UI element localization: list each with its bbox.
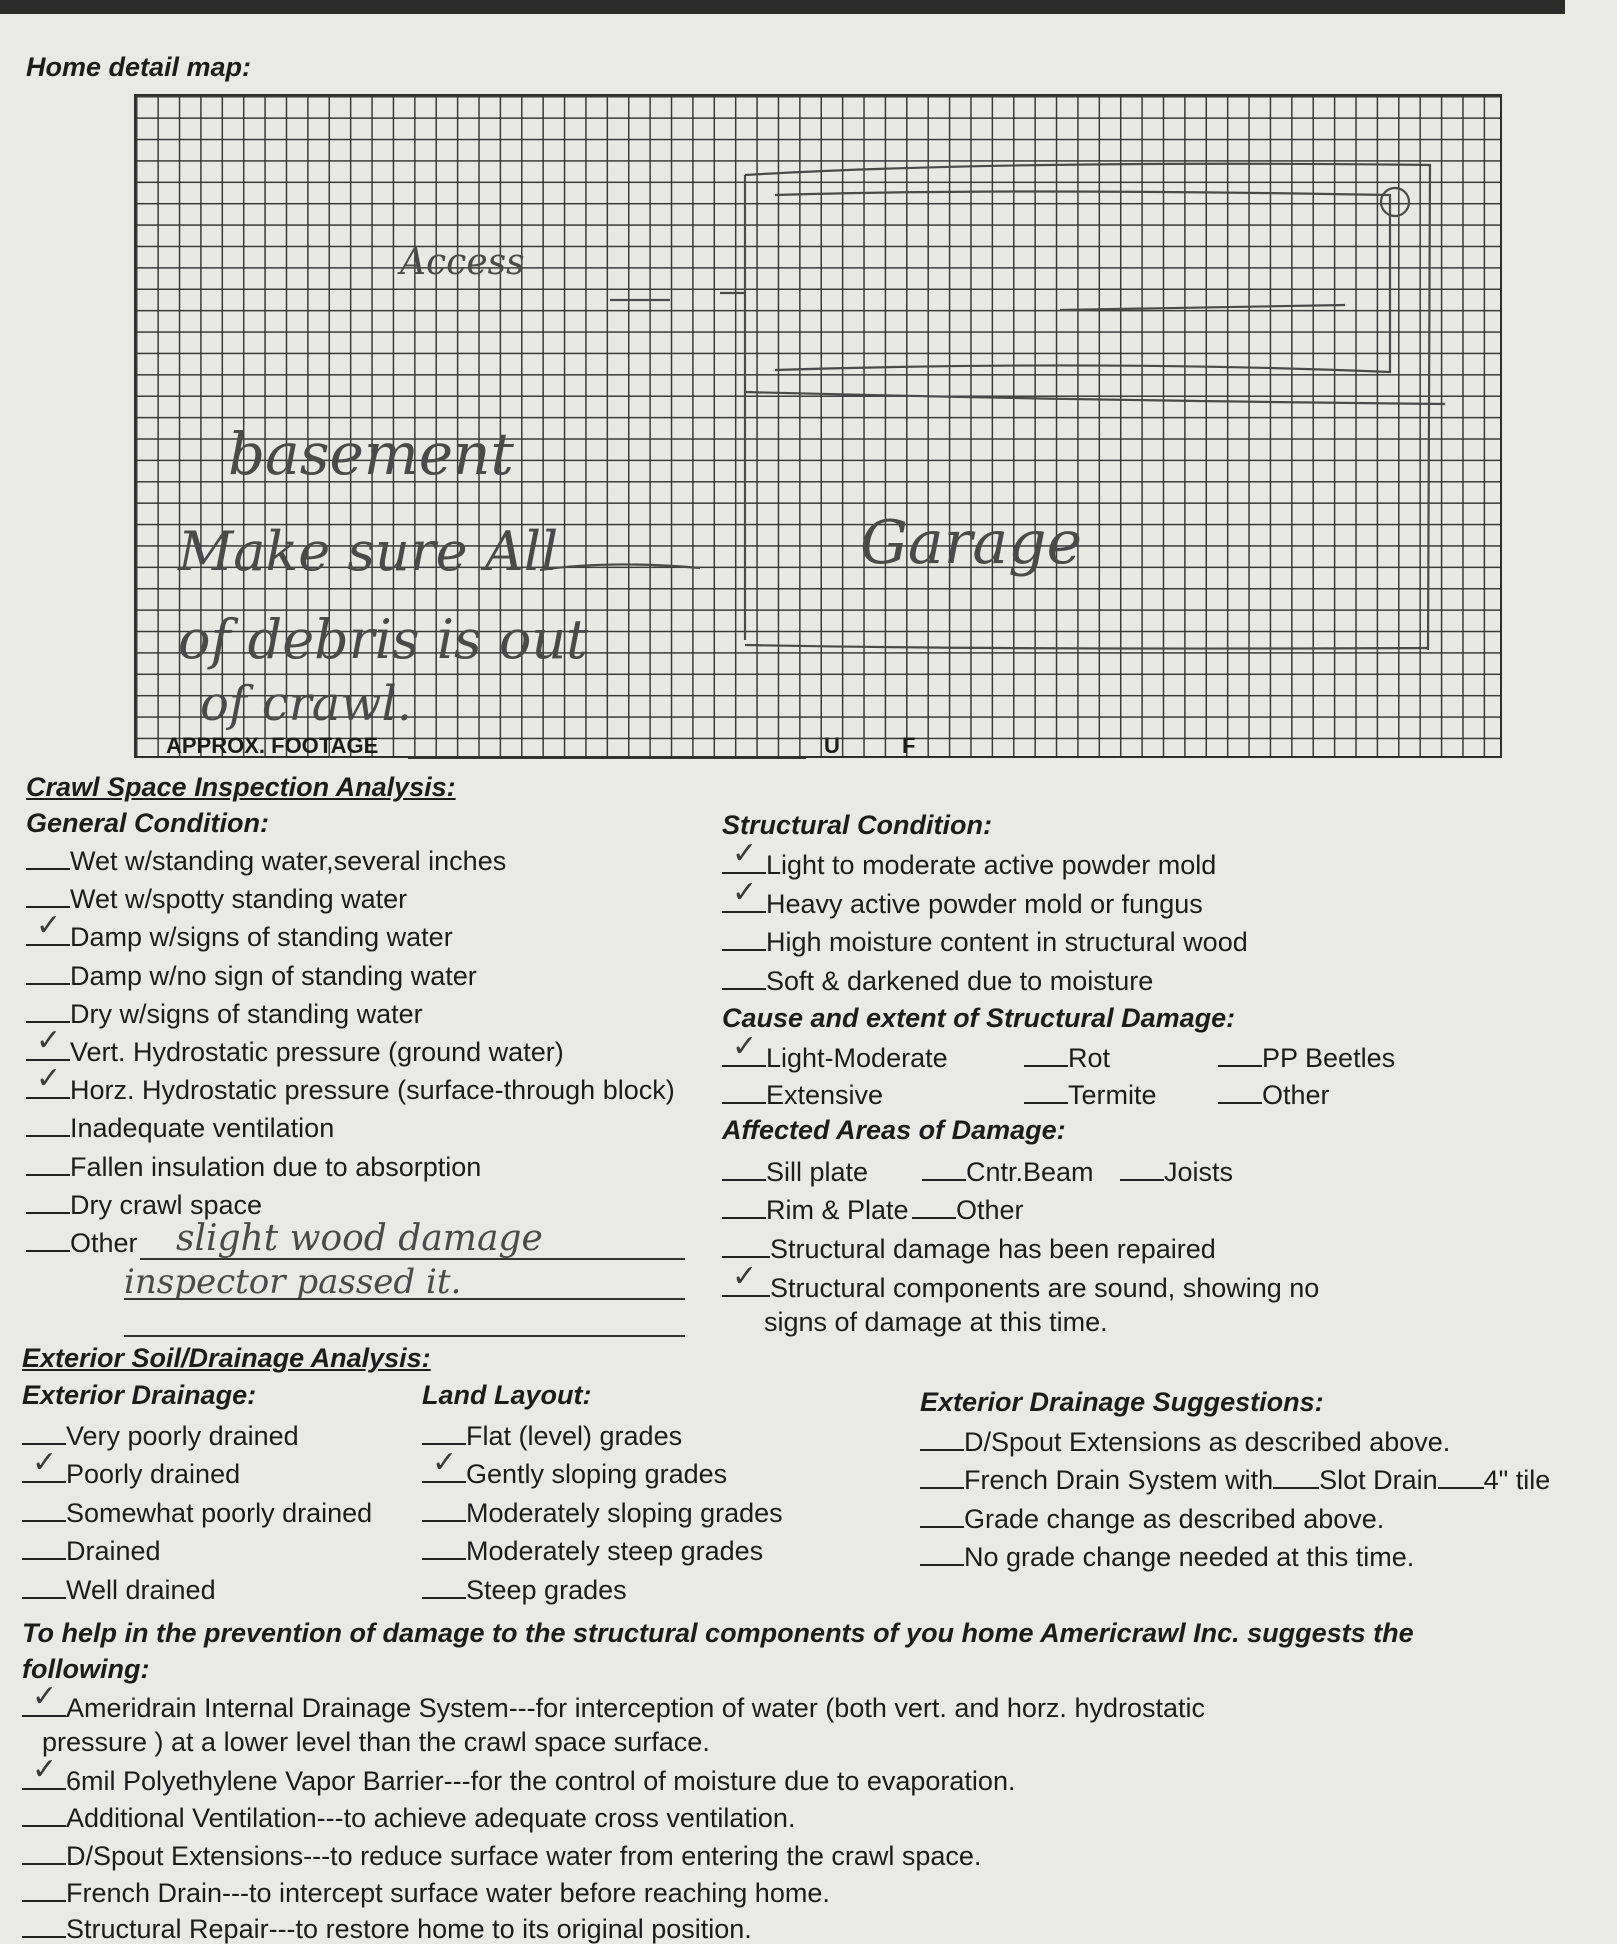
general-item-checkbox[interactable] — [26, 922, 70, 946]
general-item-label: Fallen insulation due to absorption — [70, 1151, 482, 1182]
drainage-suggestions-title: Exterior Drainage Suggestions: — [920, 1387, 1324, 1417]
repaired-checkbox[interactable] — [722, 1234, 770, 1258]
general-item-checkbox[interactable] — [26, 1152, 70, 1176]
prevention-row-5 — [22, 1878, 830, 1907]
prevention-5-checkbox[interactable] — [22, 1878, 66, 1902]
prevention-2-checkbox[interactable] — [22, 1766, 66, 1790]
general-item-label: Dry w/signs of standing water — [70, 998, 423, 1029]
general-item-checkbox[interactable] — [26, 1113, 70, 1137]
structural-item-label: Soft & darkened due to moisture — [766, 965, 1154, 996]
prevention-2-label: 6mil Polyethylene Vapor Barrier---for the control of moisture due to evaporation. — [66, 1766, 1016, 1796]
cause-item-checkbox[interactable] — [1218, 1043, 1262, 1067]
drainage-item-row — [22, 1575, 216, 1604]
general-item-checkbox[interactable] — [26, 961, 70, 985]
footage-f: F — [902, 733, 916, 758]
prevention-3-label: Additional Ventilation---to achieve adequate cross ventilation. — [66, 1803, 796, 1833]
crawl-analysis-title: Crawl Space Inspection Analysis: — [26, 772, 456, 802]
general-item-label: Damp w/signs of standing water — [70, 922, 453, 953]
structural-item-row — [722, 927, 1248, 956]
prevention-row-1 — [22, 1693, 1205, 1722]
sound-checkbox[interactable] — [722, 1273, 770, 1297]
affected-item-label: Cntr.Beam — [966, 1157, 1094, 1187]
other-line-2[interactable] — [124, 1298, 685, 1300]
prevention-row-2 — [22, 1766, 1015, 1795]
affected-item-checkbox[interactable] — [722, 1195, 766, 1219]
land-item-label: Flat (level) grades — [466, 1421, 683, 1451]
affected-item-row — [722, 1157, 868, 1186]
cause-item-label: Rot — [1068, 1043, 1111, 1073]
prevention-title-1: To help in the prevention of damage to the structural components of you home Americrawl Inc. suggests the — [22, 1618, 1414, 1648]
suggest-row-2 — [920, 1465, 1550, 1494]
affected-item-label: Sill plate — [766, 1157, 869, 1187]
cause-item-label: Termite — [1068, 1080, 1157, 1110]
other-line-3[interactable] — [124, 1335, 685, 1337]
land-item-checkbox[interactable] — [422, 1536, 466, 1560]
cause-item-checkbox[interactable] — [1024, 1043, 1068, 1067]
land-item-row — [422, 1498, 783, 1527]
affected-item-checkbox[interactable] — [922, 1157, 966, 1181]
general-item-checkbox[interactable] — [26, 1037, 70, 1061]
structural-item-row — [722, 850, 1216, 879]
prevention-row-4 — [22, 1841, 981, 1870]
cause-title: Cause and extent of Structural Damage: — [722, 1003, 1236, 1033]
prevention-6-checkbox[interactable] — [22, 1914, 66, 1938]
affected-item-checkbox[interactable] — [1120, 1157, 1164, 1181]
drainage-item-row — [22, 1459, 240, 1488]
approx-footage-label: APPROX. FOOTAGE — [166, 733, 379, 758]
general-item-row — [26, 1075, 675, 1104]
cause-item-row — [1024, 1043, 1110, 1072]
structural-item-label: Heavy active powder mold or fungus — [766, 888, 1203, 919]
general-item-row — [26, 999, 423, 1028]
drainage-item-row — [22, 1421, 299, 1450]
cause-item-label: Extensive — [766, 1080, 884, 1110]
tile-checkbox[interactable] — [1438, 1465, 1484, 1489]
suggest-2-label: French Drain System with — [964, 1465, 1274, 1495]
other-handwritten-2: inspector passed it. — [124, 1262, 462, 1302]
affected-item-checkbox[interactable] — [722, 1157, 766, 1181]
land-item-checkbox[interactable] — [422, 1421, 466, 1445]
structural-item-label: Light to moderate active powder mold — [766, 850, 1217, 880]
prevention-1-checkbox[interactable] — [22, 1693, 66, 1717]
slot-drain-checkbox[interactable] — [1273, 1465, 1319, 1489]
drainage-item-checkbox[interactable] — [22, 1459, 66, 1483]
affected-item-row — [922, 1157, 1094, 1186]
suggest-4-checkbox[interactable] — [920, 1542, 964, 1566]
land-item-label: Moderately steep grades — [466, 1536, 764, 1567]
affected-item-label: Rim & Plate — [766, 1195, 909, 1225]
other-line-1[interactable] — [140, 1258, 685, 1260]
land-item-label: Steep grades — [466, 1574, 627, 1605]
prevention-1-label-2: pressure ) at a lower level than the crawl space surface. — [42, 1727, 710, 1757]
drainage-item-label: Very poorly drained — [66, 1421, 299, 1451]
cause-item-checkbox[interactable] — [1218, 1080, 1262, 1104]
general-item-label: Other — [70, 1228, 138, 1258]
cause-item-checkbox[interactable] — [1024, 1080, 1068, 1104]
general-item-checkbox[interactable] — [26, 1228, 70, 1252]
affected-item-row — [1120, 1157, 1233, 1186]
drainage-item-label: Well drained — [66, 1574, 216, 1605]
structural-item-checkbox[interactable] — [722, 889, 766, 913]
structural-item-label: High moisture content in structural wood — [766, 927, 1248, 957]
structural-item-row — [722, 889, 1203, 918]
prevention-6-label: Structural Repair---to restore home to its original position. — [66, 1914, 752, 1944]
suggest-row-1 — [920, 1427, 1450, 1456]
drainage-item-checkbox[interactable] — [22, 1575, 66, 1599]
structural-condition-title: Structural Condition: — [722, 810, 992, 840]
slot-drain-label: Slot Drain — [1319, 1465, 1438, 1495]
land-item-label: Moderately sloping grades — [466, 1497, 783, 1528]
prevention-1-label: Ameridrain Internal Drainage System---for interception of water (both vert. and horz. hydrostatic — [66, 1693, 1205, 1723]
land-item-row — [422, 1421, 682, 1450]
cause-item-label: Other — [1262, 1080, 1330, 1110]
sound-row — [722, 1273, 1319, 1302]
prevention-5-label: French Drain---to intercept surface water before reaching home. — [66, 1878, 830, 1908]
general-item-row — [26, 846, 506, 875]
handwritten-basement: basement — [228, 420, 514, 488]
exterior-drainage-title: Exterior Drainage: — [22, 1380, 257, 1410]
general-item-row — [26, 922, 453, 951]
sound-label: Structural components are sound, showing no — [770, 1273, 1320, 1303]
prevention-row-3 — [22, 1803, 795, 1832]
general-item-row — [26, 1113, 334, 1142]
prevention-4-label: D/Spout Extensions---to reduce surface water from entering the crawl space. — [66, 1841, 982, 1871]
home-map-title: Home detail map: — [26, 52, 252, 82]
suggest-3-label: Grade change as described above. — [964, 1504, 1385, 1534]
suggest-2-checkbox[interactable] — [920, 1465, 964, 1489]
affected-item-row — [722, 1195, 909, 1224]
general-item-checkbox[interactable] — [26, 884, 70, 908]
land-item-row — [422, 1459, 727, 1488]
land-item-label: Gently sloping grades — [466, 1459, 728, 1490]
general-item-checkbox[interactable] — [26, 999, 70, 1023]
land-item-checkbox[interactable] — [422, 1498, 466, 1522]
drainage-item-checkbox[interactable] — [22, 1536, 66, 1560]
suggest-1-checkbox[interactable] — [920, 1427, 964, 1451]
prevention-row-6 — [22, 1914, 752, 1943]
general-item-label: Vert. Hydrostatic pressure (ground water) — [70, 1037, 564, 1067]
affected-item-label: Joists — [1164, 1157, 1234, 1187]
drainage-item-label: Somewhat poorly drained — [66, 1497, 373, 1528]
general-item-row — [26, 1037, 564, 1066]
suggest-1-label: D/Spout Extensions as described above. — [964, 1427, 1451, 1457]
drainage-item-label: Drained — [66, 1536, 161, 1567]
land-layout-title: Land Layout: — [422, 1380, 592, 1410]
general-item-row — [26, 1152, 481, 1181]
general-item-row — [26, 1228, 138, 1257]
general-item-checkbox[interactable] — [26, 1190, 70, 1214]
cause-item-row — [1024, 1080, 1157, 1109]
general-item-label: Wet w/spotty standing water — [70, 884, 408, 915]
repaired-label: Structural damage has been repaired — [770, 1234, 1216, 1264]
footage-line[interactable] — [408, 757, 806, 759]
land-item-checkbox[interactable] — [422, 1459, 466, 1483]
suggest-row-4 — [920, 1542, 1414, 1571]
affected-item-label: Other — [956, 1195, 1024, 1225]
cause-item-row — [1218, 1043, 1395, 1072]
handwritten-access: Access — [400, 242, 525, 283]
structural-item-row — [722, 966, 1153, 995]
general-item-label: Horz. Hydrostatic pressure (surface-through block) — [70, 1075, 675, 1106]
handwritten-garage: Garage — [860, 508, 1083, 578]
suggest-4-label: No grade change needed at this time. — [964, 1542, 1415, 1572]
general-item-label: Inadequate ventilation — [70, 1113, 335, 1144]
land-item-checkbox[interactable] — [422, 1575, 466, 1599]
general-item-label: Dry crawl space — [70, 1189, 263, 1220]
affected-title: Affected Areas of Damage: — [722, 1115, 1066, 1145]
handwritten-note-3: of crawl. — [200, 676, 413, 732]
cause-item-label: Light-Moderate — [766, 1043, 948, 1073]
cause-item-checkbox[interactable] — [722, 1080, 766, 1104]
land-item-row — [422, 1575, 627, 1604]
structural-item-checkbox[interactable] — [722, 850, 766, 874]
footage-u: U — [824, 733, 840, 758]
cause-item-label: PP Beetles — [1262, 1043, 1396, 1073]
prevention-3-checkbox[interactable] — [22, 1803, 66, 1827]
general-item-checkbox[interactable] — [26, 1075, 70, 1099]
handwritten-note-2: of debris is out — [178, 608, 588, 671]
affected-item-row — [912, 1195, 1024, 1224]
general-item-row — [26, 961, 477, 990]
drainage-item-row — [22, 1536, 161, 1565]
general-item-label: Damp w/no sign of standing water — [70, 960, 477, 991]
general-item-checkbox[interactable] — [26, 846, 70, 870]
prevention-title-2: following: — [22, 1654, 150, 1684]
cause-item-checkbox[interactable] — [722, 1043, 766, 1067]
structural-item-checkbox[interactable] — [722, 927, 766, 951]
prevention-4-checkbox[interactable] — [22, 1841, 66, 1865]
drainage-item-row — [22, 1498, 372, 1527]
tile-label: 4" tile — [1483, 1465, 1551, 1495]
other-handwritten-1: slight wood damage — [176, 1218, 543, 1259]
cause-item-row — [1218, 1080, 1330, 1109]
affected-item-checkbox[interactable] — [912, 1195, 956, 1219]
exterior-analysis-title: Exterior Soil/Drainage Analysis: — [22, 1343, 431, 1373]
land-item-row — [422, 1536, 763, 1565]
cause-item-row — [722, 1043, 948, 1072]
drainage-item-label: Poorly drained — [66, 1459, 241, 1490]
drainage-item-checkbox[interactable] — [22, 1421, 66, 1445]
suggest-3-checkbox[interactable] — [920, 1504, 964, 1528]
suggest-row-3 — [920, 1504, 1384, 1533]
sound-label-2: signs of damage at this time. — [764, 1307, 1108, 1337]
handwritten-note-1: Make sure All — [178, 520, 559, 583]
general-condition-title: General Condition: — [26, 808, 269, 838]
general-item-row — [26, 884, 407, 913]
general-item-label: Wet w/standing water,several inches — [70, 846, 507, 876]
cause-item-row — [722, 1080, 883, 1109]
repaired-row — [722, 1234, 1216, 1263]
drainage-item-checkbox[interactable] — [22, 1498, 66, 1522]
general-item-row — [26, 1190, 262, 1219]
structural-item-checkbox[interactable] — [722, 966, 766, 990]
